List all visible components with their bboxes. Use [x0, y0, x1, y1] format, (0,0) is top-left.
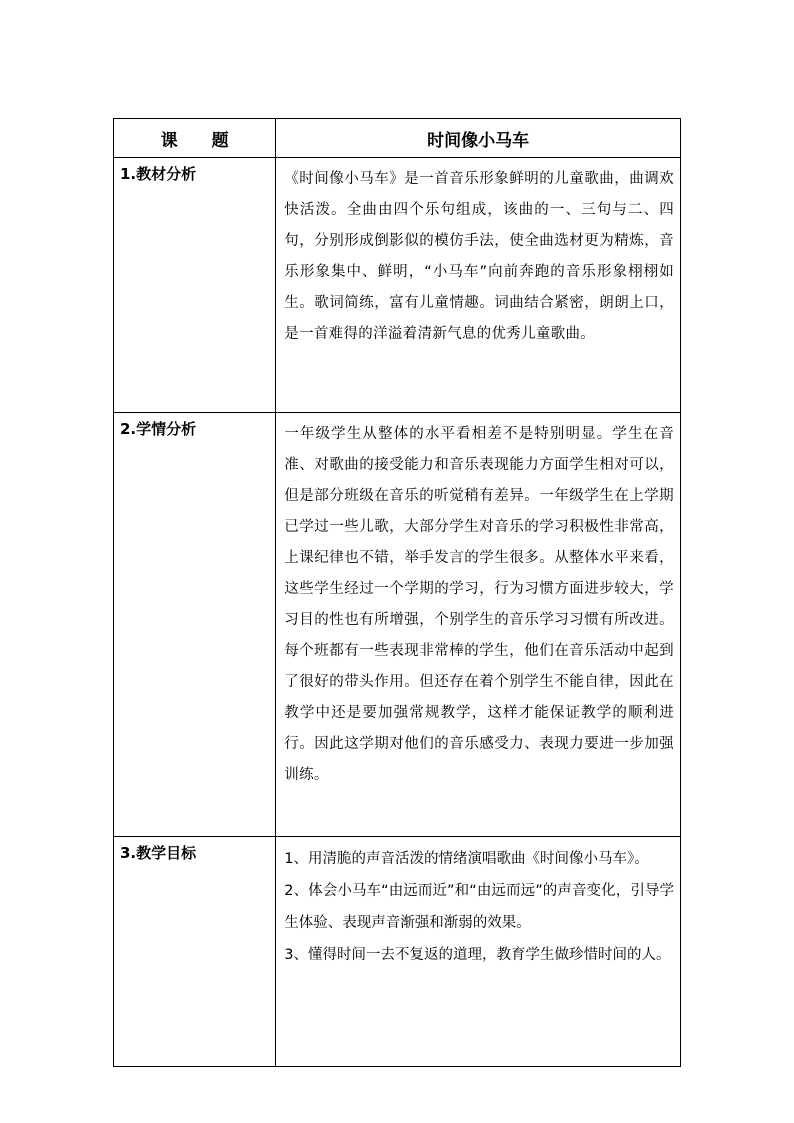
table-row: [114, 413, 681, 837]
lesson-plan-table: [113, 118, 681, 1067]
section-content-student-analysis: [276, 413, 681, 837]
section-label-student-analysis: 2.学情分析: [114, 413, 276, 837]
topic-label-cell: [114, 119, 276, 158]
table-row: [114, 158, 681, 413]
table-header-row: [114, 119, 681, 158]
lesson-title-cell: [276, 119, 681, 158]
teaching-goal-item: 1、用清脆的声音活泼的情绪演唱歌曲《时间像小马车》。: [284, 851, 649, 867]
section-content-teaching-goals: [276, 837, 681, 1067]
student-analysis-text: 一年级学生从整体的水平看相差不是特别明显。学生在音准、对歌曲的接受能力和音乐表现能力方面学生相对可以，但是部分班级在音乐的听觉稍有差异。一年级学生在上学期已学过一些儿歌，大部分学生对音乐的学习积极性非常高，上课纪律也不错，举手发言的学生很多。从整体水平来看，这些学生经过一个学期的学习，行为习惯方面进步较大，学习目的性也有所增强，个别学生的音乐学习习惯有所改进。每个班都有一些表现非常棒的学生，他们在音乐活动中起到了很好的带头作用。但还存在着个别学生不能自律，因此在教学中还是要加强常规教学，这样才能保证教学的顺利进行。因此这学期对他们的音乐感受力、表现力要进一步加强训练。: [284, 426, 674, 783]
material-analysis-text: 《时间像小马车》是一首音乐形象鲜明的儿童歌曲，曲调欢快活泼。全曲由四个乐句组成，该曲的一、三句与二、四句，分别形成倒影似的模仿手法，使全曲选材更为精炼，音乐形象集中、鲜明，“小马车”向前奔跑的音乐形象栩栩如生。歌词简练，富有儿童情趣。词曲结合紧密，朗朗上口，是一首难得的洋溢着清新气息的优秀儿童歌曲。: [284, 171, 674, 342]
topic-label: 课 题: [160, 130, 229, 151]
teaching-goal-item: 2、体会小马车“由远而近”和“由远而远”的声音变化，引导学生体验、表现声音渐强和渐弱的效果。: [284, 883, 674, 931]
table-row: [114, 837, 681, 1067]
section-content-material-analysis: [276, 158, 681, 413]
section-label-material-analysis: 1.教材分析: [114, 158, 276, 413]
lesson-title: 时间像小马车: [427, 130, 530, 151]
teaching-goal-item: 3、懂得时间一去不复返的道理，教育学生做珍惜时间的人。: [284, 947, 671, 963]
section-label-teaching-goals: 3.教学目标: [114, 837, 276, 1067]
